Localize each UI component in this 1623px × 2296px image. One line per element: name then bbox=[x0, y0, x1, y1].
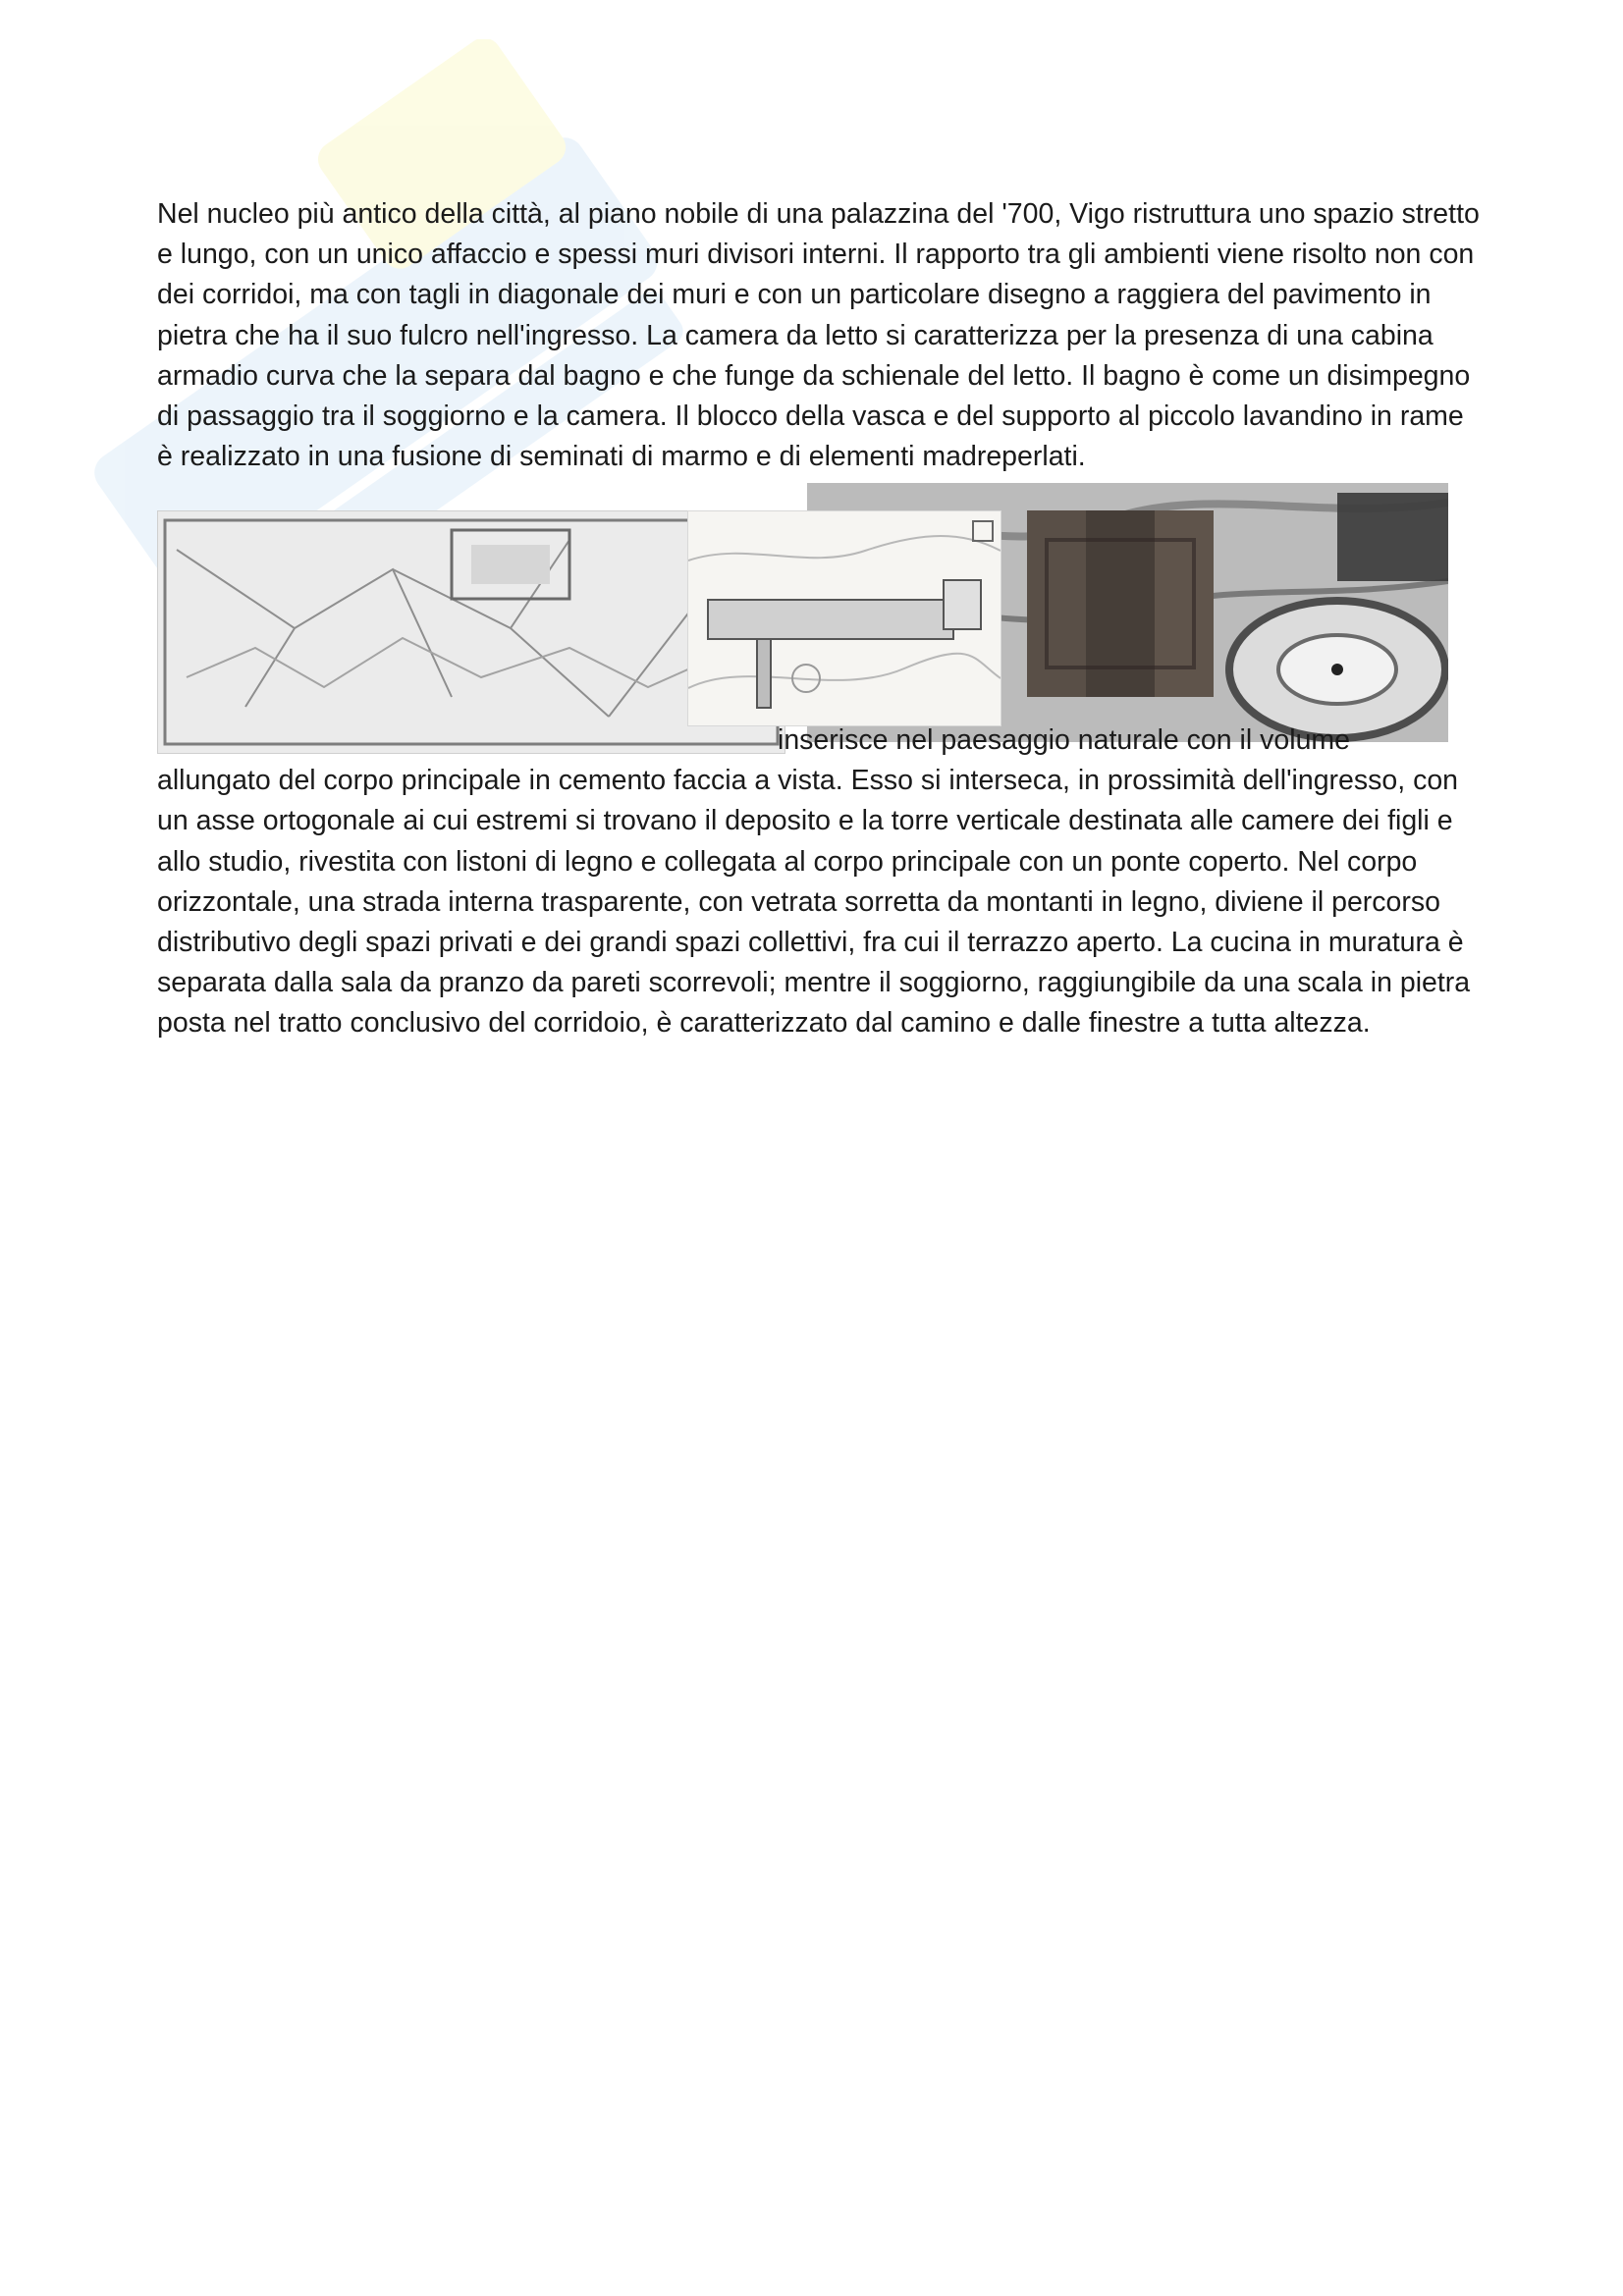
interior-photo bbox=[1027, 510, 1214, 697]
house-site-plan bbox=[687, 510, 1001, 726]
site-plan-drawing bbox=[688, 511, 1001, 725]
paragraph-house-first-line: inserisce nel paesaggio naturale con il volume bbox=[778, 724, 1351, 756]
paragraph-house bbox=[157, 721, 1483, 1044]
interior-photo-drawing bbox=[1027, 510, 1214, 697]
paragraph-apartment: Nel nucleo più antico della città, al piano nobile di una palazzina del '700, Vigo ristruttura uno spazio stretto e lungo, con un unico affaccio e spessi muri divisori interni. Il rapporto tra gli ambienti viene risolto non con dei corridoi, ma con tagli in diagonale dei muri e con un particolare disegno a raggiera del pavimento in pietra che ha il suo fulcro nell'ingresso. La camera da letto si caratterizza per la presenza di una cabina armadio curva che la separa dal bagno e che funge da schienale del letto. Il bagno è come un disimpegno di passaggio tra il soggiorno e la camera. Il blocco della vasca e del supporto al piccolo lavandino in rame è realizzato in una fusione di seminati di marmo e di elementi madreperlati. bbox=[157, 198, 1480, 473]
paragraph-house-rest: allungato del corpo principale in cemento faccia a vista. Esso si interseca, in prossimità dell'ingresso, con un asse ortogonale ai cui estremi si trovano il deposito e la torre verticale destinata alle camere dei figli e allo studio, rivestita con listoni di legno e collegata al corpo principale con un ponte coperto. Nel corpo orizzontale, una strada interna trasparente, con vetrata sorretta da montanti in legno, diviene il percorso distributivo degli spazi privati e dei grandi spazi collettivi, fra cui il terrazzo aperto. La cucina in muratura è separata dalla sala da pranzo da pareti scorrevoli; mentre il soggiorno, raggiungibile da una scala in pietra posta nel tratto conclusivo del corridoio, è caratterizzato dal camino e dalle finestre a tutta altezza. bbox=[157, 765, 1471, 1040]
